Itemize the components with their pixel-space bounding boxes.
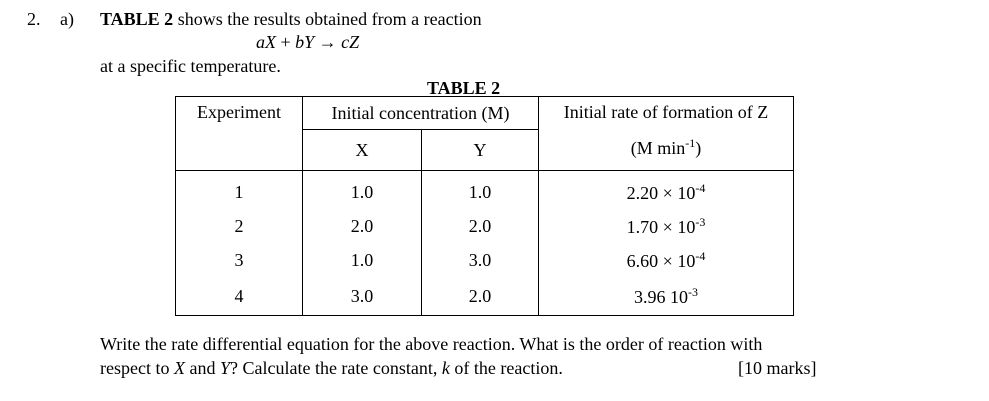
reaction-arrow-icon: → [318,32,337,52]
rate-unit-exponent: -1 [685,136,696,150]
results-table [175,96,794,316]
cell-y: 2.0 [422,277,539,316]
reaction-equation [256,32,359,53]
cell-experiment: 4 [176,277,303,316]
header-rate [539,97,794,171]
cell-x: 3.0 [303,277,422,316]
header-rate-unit [539,136,793,159]
rate-mantissa: 3.96 10 [634,286,688,307]
header-initial-concentration: Initial concentration (M) [303,97,539,130]
task-text: ? Calculate the rate constant, [229,358,442,378]
rate-mantissa: 2.20 × 10 [626,182,696,203]
cell-experiment: 2 [176,209,303,243]
cell-y: 2.0 [422,209,539,243]
table-row [176,209,794,243]
question-part: a) [60,9,74,29]
rate-exponent: -4 [695,248,706,263]
question-number: 2. [27,9,41,29]
cell-x: 1.0 [303,243,422,277]
coef-b: b [295,32,305,52]
task-var-y: Y [219,358,230,378]
species-x: X [265,32,276,52]
marks-label: [10 marks] [738,358,817,378]
task-var-k: k [441,358,450,378]
task-text: of the reaction. [449,358,563,378]
task-line-2 [100,358,563,378]
cell-rate [539,171,794,210]
rate-mantissa: 6.60 × 10 [626,250,696,271]
header-y: Y [422,130,539,171]
cell-rate [539,209,794,243]
table-reference: TABLE 2 [100,9,174,29]
plus-sign: + [280,32,291,52]
condition-text: at a specific temperature. [100,56,281,76]
task-var-x: X [173,358,185,378]
cell-x: 2.0 [303,209,422,243]
cell-rate [539,243,794,277]
task-text: respect to [100,358,174,378]
cell-y: 1.0 [422,171,539,210]
cell-rate [539,277,794,316]
coef-a: a [256,32,265,52]
cell-experiment: 3 [176,243,303,277]
header-experiment: Experiment [176,97,303,171]
species-z: Z [349,32,360,52]
cell-experiment: 1 [176,171,303,210]
header-x: X [303,130,422,171]
species-y: Y [304,32,315,52]
table-row [176,277,794,316]
cell-x: 1.0 [303,171,422,210]
cell-y: 3.0 [422,243,539,277]
rate-unit-main: (M min [630,138,686,158]
table-row [176,171,794,210]
intro-text: shows the results obtained from a reaction [173,9,482,29]
task-line-1: Write the rate differential equation for the above reaction. What is the order of reaction with [100,334,763,354]
rate-unit-close: ) [695,138,702,158]
task-text: and [184,358,220,378]
header-rate-title: Initial rate of formation of Z [563,102,769,122]
rate-exponent: -3 [688,284,698,299]
coef-c: c [341,32,350,52]
table-caption: TABLE 2 [427,78,501,98]
table-row [176,243,794,277]
question-intro [100,9,482,29]
rate-exponent: -3 [695,214,706,229]
rate-mantissa: 1.70 × 10 [626,216,696,237]
table-header-row [176,97,794,130]
rate-exponent: -4 [695,180,706,195]
